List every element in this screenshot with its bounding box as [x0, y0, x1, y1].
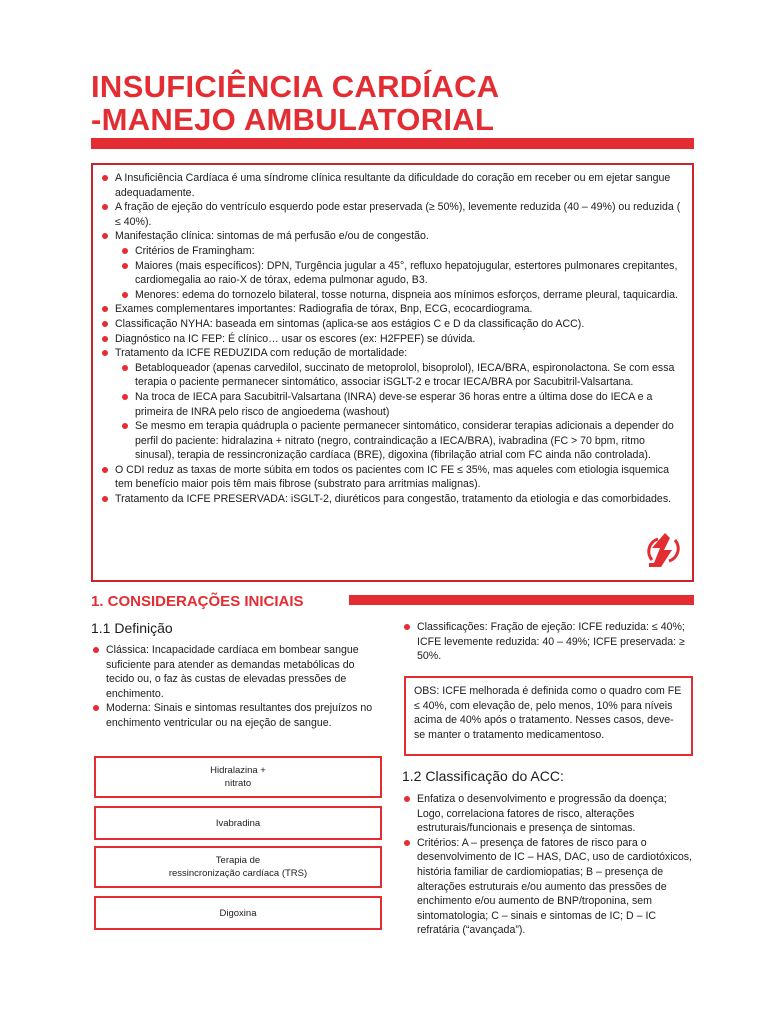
- brand-logo-icon: [643, 530, 683, 570]
- acc-heading: 1.2 Classificação do ACC:: [402, 768, 564, 784]
- section-title-bar: [349, 595, 694, 605]
- list-item: Na troca de IECA para Sacubitril-Valsartana (INRA) deve-se esperar 36 horas entre a última dose do IECA e a primeira de INRA pelo risco de angioedema (washout): [121, 390, 682, 419]
- page-title-line-1: INSUFICIÊNCIA CARDÍACA: [91, 69, 500, 104]
- definicao-heading: 1.1 Definição: [91, 620, 173, 636]
- treatment-sublist: [121, 361, 682, 463]
- page-title-line-2: -MANEJO AMBULATORIAL: [91, 102, 495, 137]
- list-item: [101, 346, 682, 463]
- drug-box-label: Ivabradina: [215, 817, 261, 829]
- list-item: Maiores (mais específicos): DPN, Turgência jugular a 45°, refluxo hepatojugular, estertores pulmonares crepitantes, cardiomegalia ao raio-X de tórax, edema pulmonar agudo, B3.: [121, 259, 682, 288]
- list-item: Betabloqueador (apenas carvedilol, succinato de metoprolol, bisoprolol), IECA/BRA, espironolactona. Se com essa terapia o paciente permanecer sintomático, associar iSGLT-2 e trocar IECA/BRA por Sacubitril-Valsartana.: [121, 361, 682, 390]
- drug-box-trs: [94, 846, 382, 888]
- list-item: O CDI reduz as taxas de morte súbita em todos os pacientes com IC FE ≤ 35%, mas aqueles com etiologia isquemica tem benefício maior pois têm mais fibrose (substrato para arritmias malignas).: [101, 463, 682, 492]
- list-item: A Insuficiência Cardíaca é uma síndrome clínica resultante da dificuldade do coração em receber ou em ejetar sangue adequadamente.: [101, 171, 682, 200]
- list-item: Menores: edema do tornozelo bilateral, tosse noturna, dispneia aos mínimos esforços, derrame pleural, taquicardia.: [121, 288, 682, 303]
- list-item: Critérios de Framingham:: [121, 244, 682, 259]
- summary-list: [101, 171, 682, 507]
- list-item: Enfatiza o desenvolvimento e progressão da doença; Logo, correlaciona fatores de risco, alterações estruturais/funcionais e presença de sintomas.: [402, 792, 692, 836]
- list-item: Critérios: A – presença de fatores de risco para o desenvolvimento de IC – HAS, DAC, uso de cardiotóxicos, história familiar de cardiomiopatias; B – presença de alterações estruturais e/ou aumento das pressões de enchimento e/ou aumento de BNP/troponina, sem sintomatologia; C – sinais e sintomas de IC; D – IC refratária (“avançada”).: [402, 836, 692, 938]
- drug-box-ivabradina: [94, 806, 382, 840]
- list-item-text: Manifestação clínica: sintomas de má perfusão e/ou de congestão.: [115, 230, 429, 243]
- list-item: Classificação NYHA: baseada em sintomas (aplica-se aos estágios C e D da classificação do ACC).: [101, 317, 682, 332]
- framingham-sublist: [121, 244, 682, 302]
- summary-box: [91, 163, 694, 582]
- list-item: Diagnóstico na IC FEP: É clínico… usar os escores (ex: H2FPEF) se dúvida.: [101, 332, 682, 347]
- section-title: 1. CONSIDERAÇÕES INICIAIS: [91, 593, 304, 610]
- obs-box: OBS: ICFE melhorada é definida como o quadro com FE ≤ 40%, com elevação de, pelo menos, 10% para níveis acima de 40% após o tratamento. Nesses casos, deve-se manter o tratamento medicamentoso.: [404, 676, 693, 756]
- drug-box-label: Hidralazina + nitrato: [210, 765, 266, 789]
- list-item: Tratamento da ICFE PRESERVADA: iSGLT-2, diuréticos para congestão, tratamento da etiologia e das comorbidades.: [101, 492, 682, 507]
- list-item: Classificações: Fração de ejeção: ICFE reduzida: ≤ 40%; ICFE levemente reduzida: 40 – 49%; ICFE preservada: ≥ 50%.: [402, 620, 692, 664]
- list-item-text: Tratamento da ICFE REDUZIDA com redução de mortalidade:: [115, 347, 408, 360]
- list-item: A fração de ejeção do ventrículo esquerdo pode estar preservada (≥ 50%), levemente reduzida (40 – 49%) ou reduzida ( ≤ 40%).: [101, 200, 682, 229]
- drug-box-hidralazina: [94, 756, 382, 798]
- title-underline-bar: [91, 138, 694, 149]
- definicao-list: [91, 643, 381, 731]
- drug-box-label: Terapia de ressincronização cardíaca (TRS): [168, 855, 308, 879]
- drug-box-digoxina: [94, 896, 382, 930]
- list-item: Moderna: Sinais e sintomas resultantes dos prejuízos no enchimento ventricular ou na ejeção de sangue.: [91, 701, 381, 730]
- list-item: [101, 229, 682, 302]
- page-title: [91, 70, 711, 136]
- classificacoes-list: [402, 620, 692, 664]
- list-item: Se mesmo em terapia quádrupla o paciente permanecer sintomático, considerar terapias adicionais a depender do perfil do paciente: hidralazina + nitrato (negro, contraindicação a IECA/BRA), ivabradina (FC > 70 bpm, ritmo sinusal), terapia de ressincronização cardíaca (BRE), digoxina (fibrilação atrial com FC ainda não controlada).: [121, 419, 682, 463]
- list-item: Exames complementares importantes: Radiografia de tórax, Bnp, ECG, ecocardiograma.: [101, 302, 682, 317]
- drug-box-label: Digoxina: [219, 907, 257, 919]
- list-item: Clássica: Incapacidade cardíaca em bombear sangue suficiente para atender as demandas metabólicas do tecido ou, o faz às custas de elevadas pressões de enchimento.: [91, 643, 381, 701]
- acc-list: [402, 792, 692, 938]
